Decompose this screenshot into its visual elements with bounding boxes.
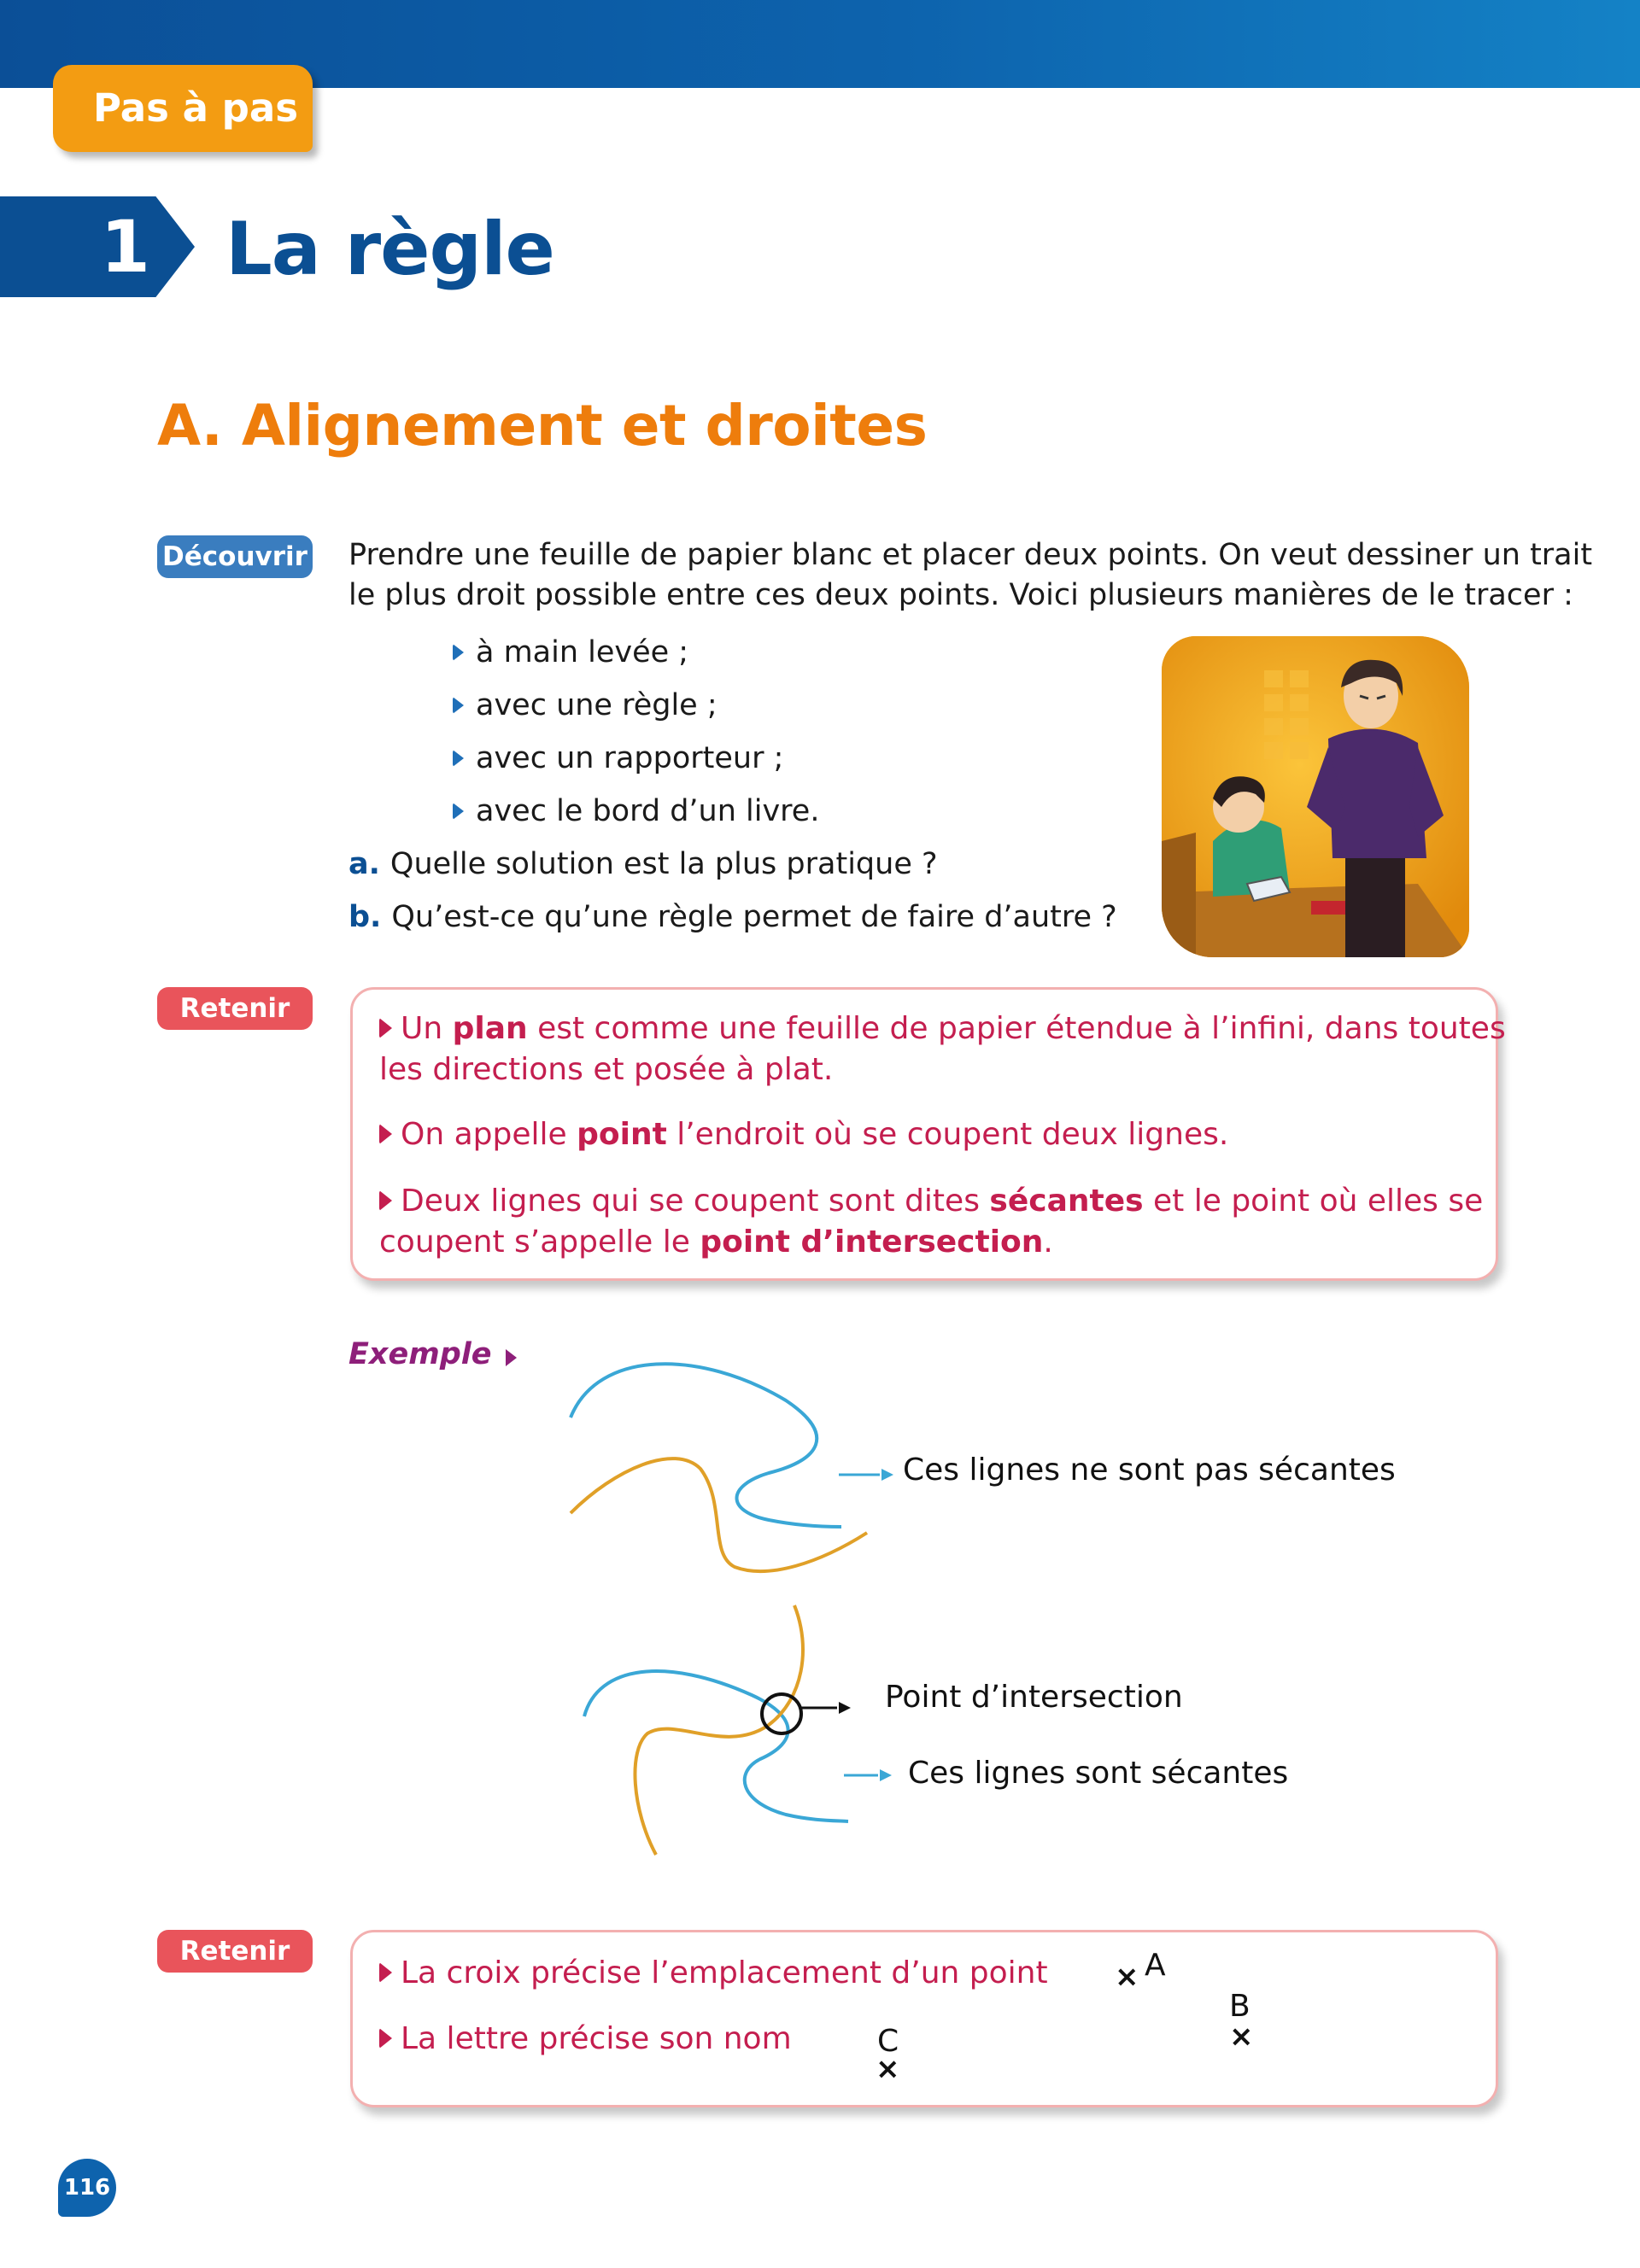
section-title: A. Alignement et droites — [157, 393, 928, 459]
cross-b-icon: × — [1229, 2020, 1254, 2054]
point-c-label: C — [877, 2024, 899, 2059]
question-b: b. Qu’est-ce qu’une règle permet de faire d’autre ? — [348, 900, 1117, 934]
secant-orange-curve — [635, 1605, 803, 1855]
point-a-label: A — [1145, 1948, 1166, 1983]
intro-line-2: le plus droit possible entre ces deux points. Voici plusieurs manières de le tracer : — [348, 578, 1573, 612]
pas-a-pas-tab: Pas à pas — [53, 65, 313, 152]
exemple-label: Exemple — [348, 1337, 492, 1371]
retenir1-line-4: Deux lignes qui se coupent sont dites sécantes et le point où elles se — [379, 1181, 1483, 1222]
page-number: 116 — [58, 2159, 116, 2217]
list-item: avec une règle ; — [453, 685, 718, 726]
list-item: à main levée ; — [453, 632, 688, 673]
label-non-secantes: Ces lignes ne sont pas sécantes — [903, 1453, 1396, 1488]
secant-blue-curve — [584, 1671, 848, 1821]
bullet-icon — [379, 2028, 392, 2049]
list-item: avec le bord d’un livre. — [453, 791, 819, 832]
retenir2-line-1: La croix précise l’emplacement d’un point — [379, 1953, 1048, 1994]
non-secant-blue-curve — [571, 1364, 841, 1527]
non-secant-orange-curve — [571, 1458, 867, 1571]
arrow-head-intersection — [839, 1702, 851, 1714]
retenir-badge-2: Retenir — [157, 1930, 313, 1973]
cross-a-icon: × — [1115, 1960, 1139, 1994]
label-secantes: Ces lignes sont sécantes — [908, 1756, 1289, 1791]
point-b-label: B — [1229, 1989, 1250, 2024]
intro-line-1: Prendre une feuille de papier blanc et placer deux points. On veut dessiner un trait — [348, 538, 1593, 572]
retenir2-line-2: La lettre précise son nom — [379, 2019, 792, 2060]
label-point-intersection: Point d’intersection — [885, 1680, 1183, 1715]
chapter-number: 1 — [100, 205, 150, 289]
retenir1-line-3: On appelle point l’endroit où se coupent deux lignes. — [379, 1114, 1228, 1155]
retenir-badge-1: Retenir — [157, 987, 313, 1030]
retenir1-line-1: Un plan est comme une feuille de papier étendue à l’infini, dans toutes — [379, 1008, 1506, 1049]
retenir1-line-2: les directions et posée à plat. — [379, 1052, 834, 1087]
arrow-head-secantes — [880, 1769, 892, 1781]
retenir1-line-5: coupent s’appelle le point d’intersection. — [379, 1225, 1053, 1260]
cross-c-icon: × — [876, 2052, 900, 2086]
bullet-icon — [379, 1962, 392, 1983]
chapter-title: La règle — [226, 207, 554, 292]
decouvrir-badge: Découvrir — [157, 535, 313, 578]
list-item: avec un rapporteur ; — [453, 738, 783, 779]
arrow-head-non-secantes — [882, 1469, 893, 1481]
question-a: a. Quelle solution est la plus pratique ? — [348, 847, 938, 881]
